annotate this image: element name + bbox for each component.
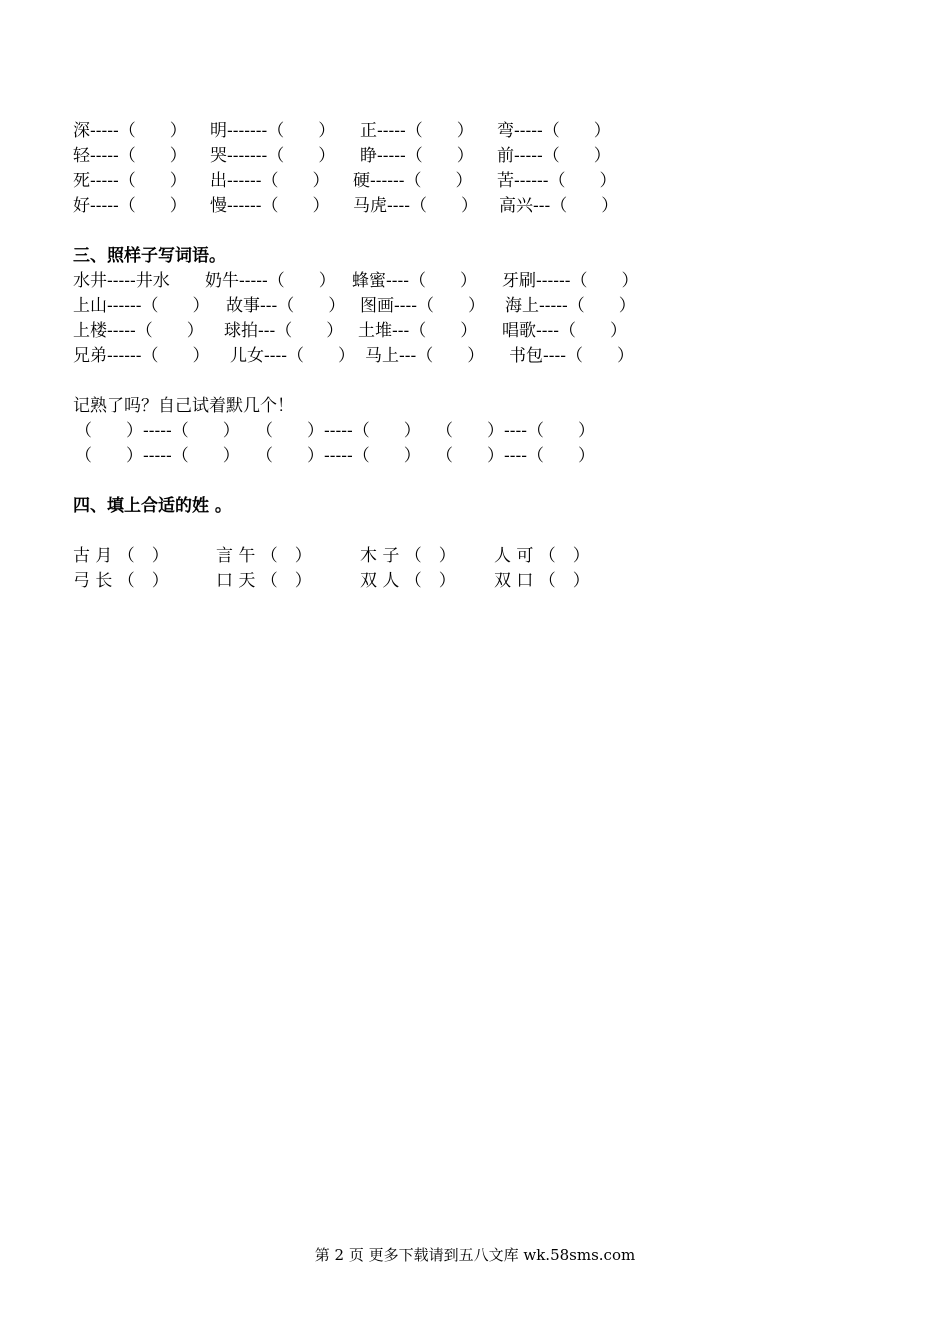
word-item: 土堆---（ ）: [358, 321, 478, 341]
antonym-item: 马虎----（ ）: [353, 196, 478, 216]
antonym-item: 弯-----（ ）: [497, 121, 611, 141]
recite-row: [73, 419, 595, 444]
word-item: 故事---（ ）: [226, 296, 346, 316]
word-item: 儿女----（ ）: [230, 346, 355, 366]
surname-item: 人 可 （ ）: [494, 546, 590, 566]
word-item: 唱歌----（ ）: [502, 321, 627, 341]
surname-item: 言 午 （ ）: [216, 546, 312, 566]
recite-item: （ ）-----（ ）: [75, 446, 240, 466]
antonym-row: [73, 144, 611, 169]
antonym-item: 睁-----（ ）: [360, 146, 474, 166]
word-item: 书包----（ ）: [509, 346, 634, 366]
word-item: 马上---（ ）: [365, 346, 485, 366]
word-item: 奶牛-----（ ）: [205, 271, 336, 291]
recite-item: （ ）-----（ ）: [256, 446, 421, 466]
antonym-item: 出------（ ）: [210, 171, 330, 191]
antonym-row: [73, 194, 619, 219]
word-item: 水井-----井水: [73, 271, 170, 291]
surname-item: 古 月 （ ）: [73, 546, 169, 566]
recite-prompt: 记熟了吗？自己试着默几个！: [73, 396, 294, 416]
surname-row: [73, 544, 590, 569]
antonym-item: 哭-------（ ）: [210, 146, 336, 166]
word-item: 蜂蜜----（ ）: [352, 271, 477, 291]
word-item: 海上-----（ ）: [505, 296, 636, 316]
antonym-item: 前-----（ ）: [497, 146, 611, 166]
word-row: [73, 269, 639, 294]
antonym-item: 深-----（ ）: [73, 121, 187, 141]
antonym-item: 高兴---（ ）: [499, 196, 619, 216]
surname-item: 双 人 （ ）: [360, 571, 456, 591]
section-4-title: 四、填上合适的姓 。: [73, 496, 232, 516]
recite-row: [73, 444, 595, 469]
antonym-row: [73, 169, 617, 194]
surname-item: 木 子 （ ）: [360, 546, 456, 566]
recite-item: （ ）----（ ）: [436, 446, 595, 466]
antonym-item: 硬------（ ）: [353, 171, 473, 191]
word-item: 牙刷------（ ）: [502, 271, 639, 291]
recite-item: （ ）-----（ ）: [75, 421, 240, 441]
antonym-item: 正-----（ ）: [360, 121, 474, 141]
word-row: [73, 319, 627, 344]
antonym-item: 苦------（ ）: [497, 171, 617, 191]
recite-item: （ ）----（ ）: [436, 421, 595, 441]
surname-row: [73, 569, 590, 594]
page-footer: 第 2 页 更多下载请到五八文库 wk.58sms.com: [314, 1246, 636, 1264]
antonym-item: 明-------（ ）: [210, 121, 336, 141]
section-3-title: 三、照样子写词语。: [73, 246, 226, 266]
word-item: 兄弟------（ ）: [73, 346, 210, 366]
word-item: 上楼-----（ ）: [73, 321, 204, 341]
word-item: 图画----（ ）: [360, 296, 485, 316]
antonym-item: 好-----（ ）: [73, 196, 187, 216]
surname-item: 口 天 （ ）: [216, 571, 312, 591]
word-row: [73, 294, 636, 319]
surname-item: 双 口 （ ）: [494, 571, 590, 591]
antonym-item: 轻-----（ ）: [73, 146, 187, 166]
word-row: [73, 344, 634, 369]
antonym-item: 慢------（ ）: [210, 196, 330, 216]
word-item: 上山------（ ）: [73, 296, 210, 316]
antonym-item: 死-----（ ）: [73, 171, 187, 191]
word-item: 球拍---（ ）: [224, 321, 344, 341]
recite-item: （ ）-----（ ）: [256, 421, 421, 441]
surname-item: 弓 长 （ ）: [73, 571, 169, 591]
antonym-row: [73, 119, 611, 144]
